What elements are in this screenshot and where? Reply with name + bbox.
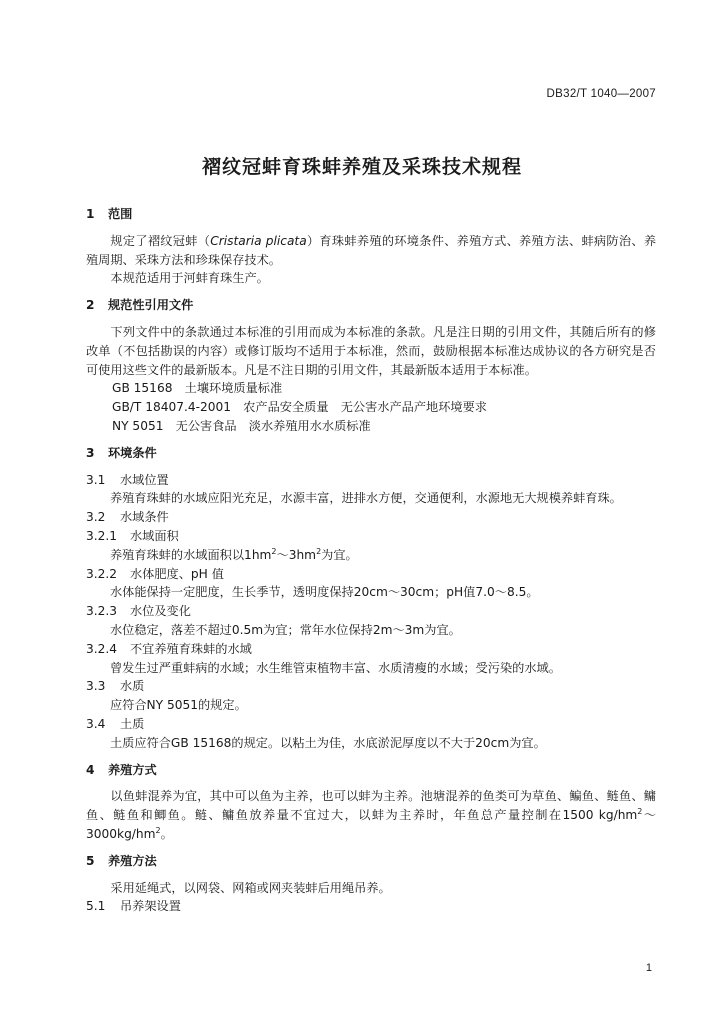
culture-text-c: 。 <box>160 826 173 841</box>
subsubsection-title: 水位及变化 <box>130 604 191 619</box>
subsection-heading <box>86 677 656 696</box>
section-heading-culture-mode <box>86 761 656 780</box>
document-number: DB32/T 1040—2007 <box>546 88 656 100</box>
subsection-text: 养殖育珠蚌的水域应阳光充足，水源丰富，进排水方便，交通便利，水源地无大规模养蚌育珠。 <box>110 491 622 506</box>
subsection-number: 3.1 <box>86 472 106 487</box>
subsubsection-heading <box>86 602 656 621</box>
section-title: 环境条件 <box>108 445 157 460</box>
subsection-heading <box>86 508 656 527</box>
subsection-title: 水质 <box>120 679 145 694</box>
subsection-title: 吊养架设置 <box>120 899 181 914</box>
superscript: 2 <box>316 546 322 556</box>
section-number: 1 <box>86 207 95 221</box>
document-title: 褶纹冠蚌育珠蚌养殖及采珠技术规程 <box>201 156 522 178</box>
reference-item: GB/T 18407.4-2001 农产品安全质量 无公害水产品产地环境要求 <box>112 400 487 415</box>
page-number: 1 <box>645 962 652 974</box>
subsubsection-title: 不宜养殖育珠蚌的水域 <box>130 641 252 656</box>
scope-text-a: 规定了褶纹冠蚌（ <box>110 233 211 248</box>
section-number: 4 <box>86 762 95 777</box>
subsubsection-title: 水体肥度、pH 值 <box>130 566 224 581</box>
superscript: 2 <box>155 825 161 835</box>
section-number: 2 <box>86 298 95 313</box>
subsubsection-title: 水域面积 <box>130 528 179 543</box>
subsection-number: 3.3 <box>86 679 106 694</box>
section-number: 5 <box>86 853 95 868</box>
section-heading-scope <box>86 205 656 224</box>
subsubsection-number: 3.2.2 <box>86 566 118 581</box>
area-text-c: 为宜。 <box>321 547 358 562</box>
subsection-heading <box>86 897 656 916</box>
subsection-heading <box>86 471 656 490</box>
reference-item: NY 5051 无公害食品 淡水养殖用水水质标准 <box>112 418 371 433</box>
subsubsection-text: 水体能保持一定肥度，生长季节，透明度保持20cm～30cm；pH值7.0～8.5。 <box>110 585 539 600</box>
subsection-title: 水域位置 <box>120 472 169 487</box>
subsection-number: 5.1 <box>86 899 106 914</box>
subsection-title: 水域条件 <box>120 510 169 525</box>
scope-paragraph <box>86 232 656 270</box>
subsection-heading <box>86 715 656 734</box>
section-title: 规范性引用文件 <box>108 298 194 313</box>
subsubsection-text <box>86 546 656 565</box>
section-title: 范围 <box>108 207 133 221</box>
section-title: 养殖方式 <box>108 762 157 777</box>
subsubsection-text: 曾发生过严重蚌病的水域；水生维管束植物丰富、水质清瘦的水域；受污染的水域。 <box>110 660 561 675</box>
document-body <box>86 205 656 916</box>
subsubsection-number: 3.2.3 <box>86 604 118 619</box>
subsubsection-text: 水位稳定，落差不超过0.5m为宜；常年水位保持2m～3m为宜。 <box>110 622 461 637</box>
subsubsection-heading <box>86 527 656 546</box>
section-number: 3 <box>86 445 95 460</box>
scope-text-b: ）育珠蚌养殖的环境条件、养殖方式、养殖方法、蚌病防治、养殖周期、采珠方法和珍珠保存技术。 <box>86 233 657 267</box>
subsection-text: 应符合NY 5051的规定。 <box>110 698 247 713</box>
subsection-text: 土质应符合GB 15168的规定。以粘土为佳，水底淤泥厚度以不大于20cm为宜。 <box>110 735 546 750</box>
subsubsection-heading <box>86 640 656 659</box>
section-heading-environment <box>86 444 656 463</box>
subsubsection-heading <box>86 565 656 584</box>
culture-text-b: ～3000kg/hm <box>86 808 657 841</box>
section-heading-references <box>86 296 656 315</box>
subsection-number: 3.4 <box>86 716 106 731</box>
subsubsection-number: 3.2.1 <box>86 528 118 543</box>
section-heading-culture-method <box>86 852 656 871</box>
superscript: 2 <box>271 546 277 556</box>
latin-species-name: Cristaria plicata <box>210 233 307 248</box>
culture-text-a: 以鱼蚌混养为宜，其中可以鱼为主养，也可以蚌为主养。池塘混养的鱼类可为草鱼、鳊鱼、鲢鱼、鳙鱼、鲢鱼和鲫鱼。鲢、鳙鱼放养量不宜过大，以蚌为主养时，年鱼总产量控制在1500 kg/hm <box>86 789 656 823</box>
area-text-a: 养殖育珠蚌的水域面积以1hm <box>110 547 272 562</box>
references-paragraph: 下列文件中的条款通过本标准的引用而成为本标准的条款。凡是注日期的引用文件，其随后所有的修改单（不包括勘误的内容）或修订版均不适用于本标准，然而，鼓励根据本标准达成协议的各方研究是否可使用这些文件的最新版本。凡是不注日期的引用文件，其最新版本适用于本标准。 <box>86 324 656 377</box>
superscript: 2 <box>637 807 643 817</box>
section-title: 养殖方法 <box>108 853 157 868</box>
subsubsection-number: 3.2.4 <box>86 641 118 656</box>
scope-applicability: 本规范适用于河蚌育珠生产。 <box>110 271 269 286</box>
subsection-number: 3.2 <box>86 510 106 525</box>
area-text-b: ～3hm <box>276 547 317 562</box>
culture-method-paragraph: 采用延绳式，以网袋、网箱或网夹装蚌后用绳吊养。 <box>110 880 391 895</box>
reference-item: GB 15168 土壤环境质量标准 <box>112 381 283 396</box>
culture-mode-paragraph <box>86 787 656 843</box>
subsection-title: 土质 <box>120 716 145 731</box>
